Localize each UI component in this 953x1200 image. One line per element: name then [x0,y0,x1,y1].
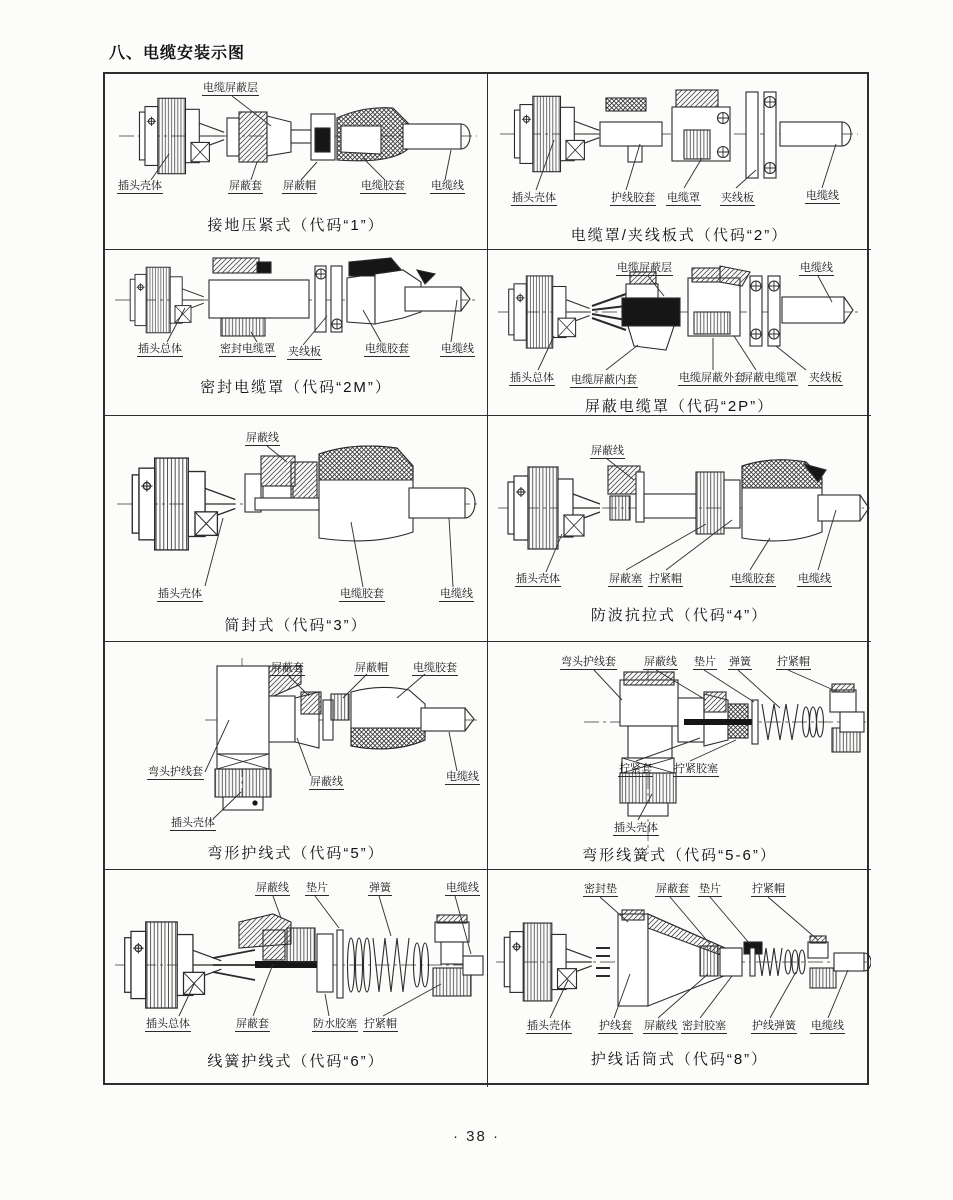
part-label: 电缆胶套 [365,343,409,355]
diagram-caption: 接地压紧式（代码“1”） [207,217,385,234]
part-label: 护线套 [599,1020,632,1032]
part-label: 垫片 [694,656,716,668]
part-label: 弯头护线套 [148,766,203,778]
connector-drawing-code-5-6 [488,642,871,870]
part-label: 插头总体 [146,1018,190,1030]
part-label: 屏蔽线 [591,445,624,457]
part-label: 屏蔽帽 [355,662,388,674]
part-label: 屏蔽塞 [609,573,642,585]
part-label: 密封电缆罩 [220,343,275,355]
diagram-cell-code-3 [105,416,488,642]
diagram-caption: 电缆罩/夹线板式（代码“2”） [570,227,789,244]
part-label: 拧紧帽 [649,573,682,585]
part-label: 电缆胶套 [731,573,775,585]
part-label: 电缆胶套 [361,180,405,192]
diagram-caption: 线簧护线式（代码“6”） [207,1053,385,1070]
part-label: 拧紧帽 [364,1018,397,1030]
diagram-cell-code-4 [488,416,871,642]
part-label: 屏蔽线 [310,776,343,788]
part-label: 垫片 [699,883,721,895]
part-label: 弹簧 [369,882,391,894]
part-label: 垫片 [306,882,328,894]
part-label: 拧紧帽 [777,656,810,668]
connector-drawing-code-3 [105,416,488,642]
part-label: 屏蔽线 [256,882,289,894]
part-label: 弯头护线套 [561,656,616,668]
diagram-cell-code-1 [105,74,488,250]
diagram-cell-code-2 [488,74,871,250]
part-label: 电缆胶套 [413,662,457,674]
part-label: 密封垫 [584,883,617,895]
diagram-cell-code-8 [488,870,871,1087]
part-label: 夹线板 [288,346,321,358]
part-label: 插头壳体 [614,822,658,834]
part-label: 插头壳体 [158,588,202,600]
part-label: 电缆线 [811,1020,844,1032]
diagram-grid [103,72,869,1085]
part-label: 电缆胶套 [340,588,384,600]
part-label: 电缆线 [800,262,833,274]
part-label: 屏蔽线 [644,1020,677,1032]
part-label: 插头壳体 [527,1020,571,1032]
diagram-cell-code-6 [105,870,488,1087]
part-label: 防水胶塞 [313,1018,357,1030]
diagram-cell-code-5-6 [488,642,871,870]
diagram-caption: 简封式（代码“3”） [224,617,368,634]
diagram-caption: 弯形护线式（代码“5”） [207,845,385,862]
part-label: 电缆线 [798,573,831,585]
diagram-cell-code-2M [105,250,488,416]
part-label: 屏蔽电缆罩 [742,372,797,384]
part-label: 电缆线 [440,588,473,600]
part-label: 电缆屏蔽层 [617,262,672,274]
part-label: 密封胶塞 [682,1020,726,1032]
part-label: 屏蔽套 [656,883,689,895]
part-label: 插头壳体 [118,180,162,192]
part-label: 夹线板 [721,192,754,204]
part-label: 拧紧帽 [752,883,785,895]
part-label: 拧紧胶塞 [674,763,718,775]
part-label: 电缆线 [806,190,839,202]
diagram-caption: 弯形线簧式（代码“5-6”） [582,847,777,864]
part-label: 插头壳体 [171,817,215,829]
part-label: 电缆线 [446,882,479,894]
part-label: 屏蔽帽 [283,180,316,192]
connector-drawing-code-5 [105,642,488,870]
part-label: 屏蔽线 [246,432,279,444]
part-label: 夹线板 [809,372,842,384]
diagram-caption: 密封电缆罩（代码“2M”） [200,379,392,396]
part-label: 电缆线 [441,343,474,355]
part-label: 电缆屏蔽层 [203,82,258,94]
part-label: 电缆线 [446,771,479,783]
part-label: 电缆屏蔽外套 [679,372,745,384]
part-label: 屏蔽套 [271,662,304,674]
diagram-caption: 防波抗拉式（代码“4”） [590,607,769,624]
part-label: 屏蔽套 [236,1018,269,1030]
diagram-cell-code-5 [105,642,488,870]
part-label: 插头壳体 [512,192,556,204]
part-label: 插头总体 [138,343,182,355]
page-title: 八、电缆安装示图 [109,45,246,62]
part-label: 拧紧套 [619,763,652,775]
part-label: 电缆线 [431,180,464,192]
part-label: 屏蔽线 [644,656,677,668]
diagram-caption: 护线话筒式（代码“8”） [590,1051,769,1068]
part-label: 护线弹簧 [752,1020,796,1032]
part-label: 屏蔽套 [229,180,262,192]
part-label: 电缆屏蔽内套 [571,374,637,386]
diagram-cell-code-2P [488,250,871,416]
page-number: · 38 · [452,1128,500,1145]
part-label: 插头壳体 [516,573,560,585]
diagram-caption: 屏蔽电缆罩（代码“2P”） [584,398,775,415]
part-label: 电缆罩 [667,192,700,204]
part-label: 插头总体 [510,372,554,384]
part-label: 护线胶套 [611,192,655,204]
part-label: 弹簧 [729,656,751,668]
